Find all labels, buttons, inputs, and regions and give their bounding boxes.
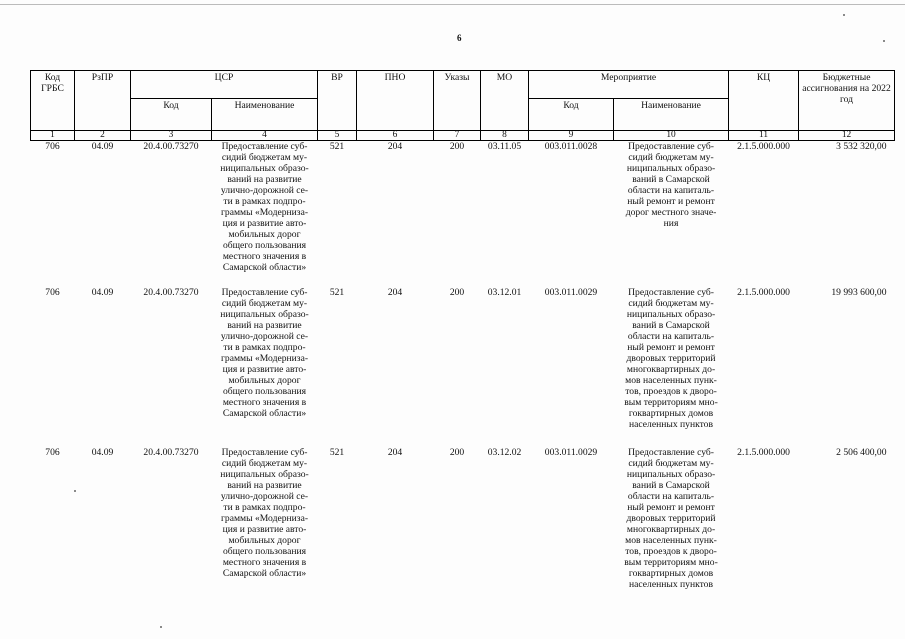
- cell-amount: 3 532 320,00: [836, 141, 887, 152]
- page-top-edge: [0, 4, 905, 5]
- cell-csr-naim: Предоставление суб- сидий бюджетам му- ниципальных образо- ваний на развитие улично-дорожной се- ти в рамках подпро- граммы «Модерниза- ция и развитие авто- мобильных дорог общего пользования местного значения в Самарской области»: [220, 141, 309, 273]
- cell-csr-kod: 20.4.00.73270: [143, 287, 199, 298]
- scan-speck: [160, 626, 162, 628]
- cell-amount: 19 993 600,00: [831, 287, 887, 298]
- cell-amount: 2 506 400,00: [836, 447, 887, 458]
- table-body: [31, 141, 895, 598]
- header-csr: ЦСР: [131, 71, 318, 99]
- header-mo: МО: [481, 71, 529, 131]
- cell-kod-grbs: 706: [45, 447, 60, 458]
- table-row: [31, 287, 895, 447]
- header-mer-naim: Наименование: [614, 99, 729, 131]
- cell-mer-naim: Предоставление суб- сидий бюджетам му- ниципальных образо- ваний в Самарской области на капиталь- ный ремонт и ремонт дорог местного значе- ния: [625, 141, 717, 229]
- header-kc: КЦ: [729, 71, 799, 131]
- header-kod-grbs: Код ГРБС: [31, 71, 75, 131]
- budget-allocation-table: [30, 70, 895, 597]
- cell-vr: 521: [329, 141, 345, 152]
- table-header: [31, 71, 895, 141]
- column-number: 6: [357, 131, 434, 141]
- cell-ukazy: 200: [449, 447, 465, 458]
- cell-pno: 204: [387, 447, 403, 458]
- cell-kod-grbs: 706: [45, 141, 60, 152]
- cell-csr-kod: 20.4.00.73270: [143, 141, 199, 152]
- cell-mer-naim: Предоставление суб- сидий бюджетам му- ниципальных образо- ваний в Самарской области на капиталь- ный ремонт и ремонт дворовых территорий многоквартирных до- мов населенных пунк- тов, проездов к дворо- вым территориям мно- гоквартирных домов населенных пунктов: [624, 447, 718, 590]
- column-number: 9: [529, 131, 614, 141]
- column-number-row: [31, 131, 895, 141]
- cell-ukazy: 200: [449, 141, 465, 152]
- cell-kc: 2.1.5.000.000: [737, 287, 790, 298]
- table-row: [31, 141, 895, 288]
- header-rzpr: РзПР: [75, 71, 131, 131]
- cell-pno: 204: [387, 141, 403, 152]
- header-csr-kod: Код: [131, 99, 212, 131]
- column-number: 10: [614, 131, 729, 141]
- cell-pno: 204: [387, 287, 403, 298]
- column-number: 3: [131, 131, 212, 141]
- cell-mo: 03.12.01: [487, 287, 522, 298]
- header-csr-naim: Наименование: [212, 99, 318, 131]
- cell-mer-kod: 003.011.0029: [544, 287, 598, 298]
- header-mer-kod: Код: [529, 99, 614, 131]
- cell-csr-kod: 20.4.00.73270: [143, 447, 199, 458]
- table-row: [31, 447, 895, 597]
- column-number: 4: [212, 131, 318, 141]
- cell-ukazy: 200: [449, 287, 465, 298]
- cell-rzpr: 04.09: [91, 287, 114, 298]
- cell-vr: 521: [329, 287, 345, 298]
- header-pno: ПНО: [357, 71, 434, 131]
- cell-rzpr: 04.09: [91, 141, 114, 152]
- cell-kod-grbs: 706: [45, 287, 60, 298]
- header-ukazy: Указы: [434, 71, 481, 131]
- column-number: 7: [434, 131, 481, 141]
- cell-csr-naim: Предоставление суб- сидий бюджетам му- ниципальных образо- ваний на развитие улично-дорожной се- ти в рамках подпро- граммы «Модерниза- ция и развитие авто- мобильных дорог общего пользования местного значения в Самарской области»: [220, 287, 309, 419]
- cell-mo: 03.12.02: [487, 447, 522, 458]
- page-number: 6: [457, 33, 462, 43]
- column-number: 11: [729, 131, 799, 141]
- column-number: 1: [31, 131, 75, 141]
- header-meropriyatie: Мероприятие: [529, 71, 729, 99]
- cell-mer-kod: 003.011.0029: [544, 447, 598, 458]
- column-number: 8: [481, 131, 529, 141]
- cell-vr: 521: [329, 447, 345, 458]
- cell-kc: 2.1.5.000.000: [737, 447, 790, 458]
- cell-kc: 2.1.5.000.000: [737, 141, 790, 152]
- cell-mer-naim: Предоставление суб- сидий бюджетам му- ниципальных образо- ваний в Самарской области на капиталь- ный ремонт и ремонт дворовых территорий многоквартирных до- мов населенных пунк- тов, проездов к дворо- вым территориям мно- гоквартирных домов населенных пунктов: [624, 287, 718, 430]
- scan-speck: [843, 14, 845, 16]
- scan-speck: [883, 40, 885, 42]
- cell-mo: 03.11.05: [487, 141, 522, 152]
- cell-mer-kod: 003.011.0028: [544, 141, 598, 152]
- column-number: 2: [75, 131, 131, 141]
- cell-rzpr: 04.09: [91, 447, 114, 458]
- column-number: 12: [799, 131, 895, 141]
- column-number: 5: [318, 131, 357, 141]
- cell-csr-naim: Предоставление суб- сидий бюджетам му- ниципальных образо- ваний на развитие улично-дорожной се- ти в рамках подпро- граммы «Модерниза- ция и развитие авто- мобильных дорог общего пользования местного значения в Самарской области»: [220, 447, 309, 579]
- header-vr: ВР: [318, 71, 357, 131]
- header-budget: Бюджетные ассигнования на 2022 год: [799, 71, 895, 131]
